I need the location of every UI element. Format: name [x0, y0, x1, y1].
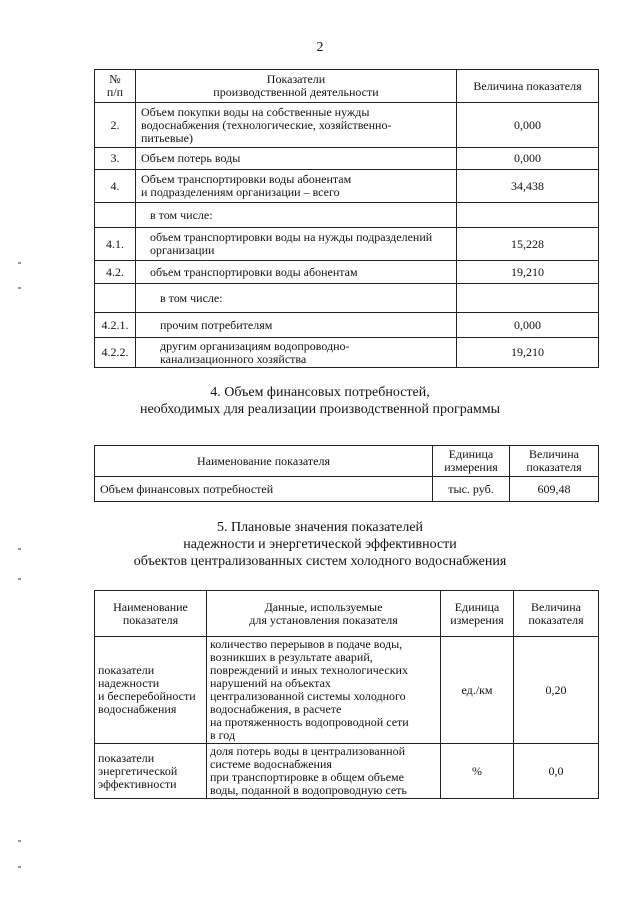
table-row: показатели надежности и бесперебойности водоснабжения количество перерывов в подаче воды, возникших в результате аварий, повреждений и иных технологических нарушений на объектах централизованной системы холодного водоснабжения, в расчете на протяженность водопроводной сети в год ед./км 0,20	[95, 637, 599, 744]
scan-mark	[18, 262, 21, 264]
table-header-row: Наименование показателя Единица измерения Величина показателя	[95, 446, 599, 477]
scan-mark	[18, 287, 21, 289]
table-header-row: Наименование показателя Данные, используемые для установления показателя Единица измерения Величина показателя	[95, 591, 599, 637]
table-row: 4. Объем транспортировки воды абонентам и подразделениям организации – всего 34,438	[95, 170, 599, 203]
table-row: в том числе:	[95, 203, 599, 228]
scan-mark	[18, 548, 21, 550]
table-row: 4.2.1. прочим потребителям 0,000	[95, 313, 599, 338]
scan-mark	[18, 866, 21, 868]
table-row: в том числе:	[95, 284, 599, 313]
table-row: 3. Объем потерь воды 0,000	[95, 148, 599, 170]
table-header-row	[95, 70, 599, 103]
header-num: № п/п	[95, 70, 136, 103]
production-indicators-table	[94, 69, 599, 368]
table-row: Объем финансовых потребностей тыс. руб. 609,48	[95, 477, 599, 502]
page-number: 2	[316, 40, 324, 55]
table-row: 4.2.2. другим организациям водопроводно- канализационного хозяйства 19,210	[95, 338, 599, 368]
financial-needs-table	[94, 445, 599, 502]
table-row: показатели энергетической эффективности доля потерь воды в централизованной системе водоснабжения при транспортировке в общем объеме воды, поданной в водопроводную сеть % 0,0	[95, 744, 599, 799]
section-5-title: 5. Плановые значения показателей надежности и энергетической эффективности объектов централизованных систем холодного водоснабжения	[133, 520, 507, 569]
table-row: 2. Объем покупки воды на собственные нужды водоснабжения (технологические, хозяйственно- питьевые) 0,000	[95, 103, 599, 148]
table-row: 4.2. объем транспортировки воды абонентам 19,210	[95, 261, 599, 284]
scan-mark	[18, 840, 21, 842]
header-value: Величина показателя	[457, 70, 599, 103]
reliability-efficiency-table	[94, 590, 599, 799]
scan-mark	[18, 578, 21, 580]
table-row: 4.1. объем транспортировки воды на нужды подразделений организации 15,228	[95, 228, 599, 261]
header-indicator: Показатели производственной деятельности	[136, 70, 457, 103]
section-4-title: 4. Объем финансовых потребностей, необходимых для реализации производственной программы	[139, 385, 501, 417]
